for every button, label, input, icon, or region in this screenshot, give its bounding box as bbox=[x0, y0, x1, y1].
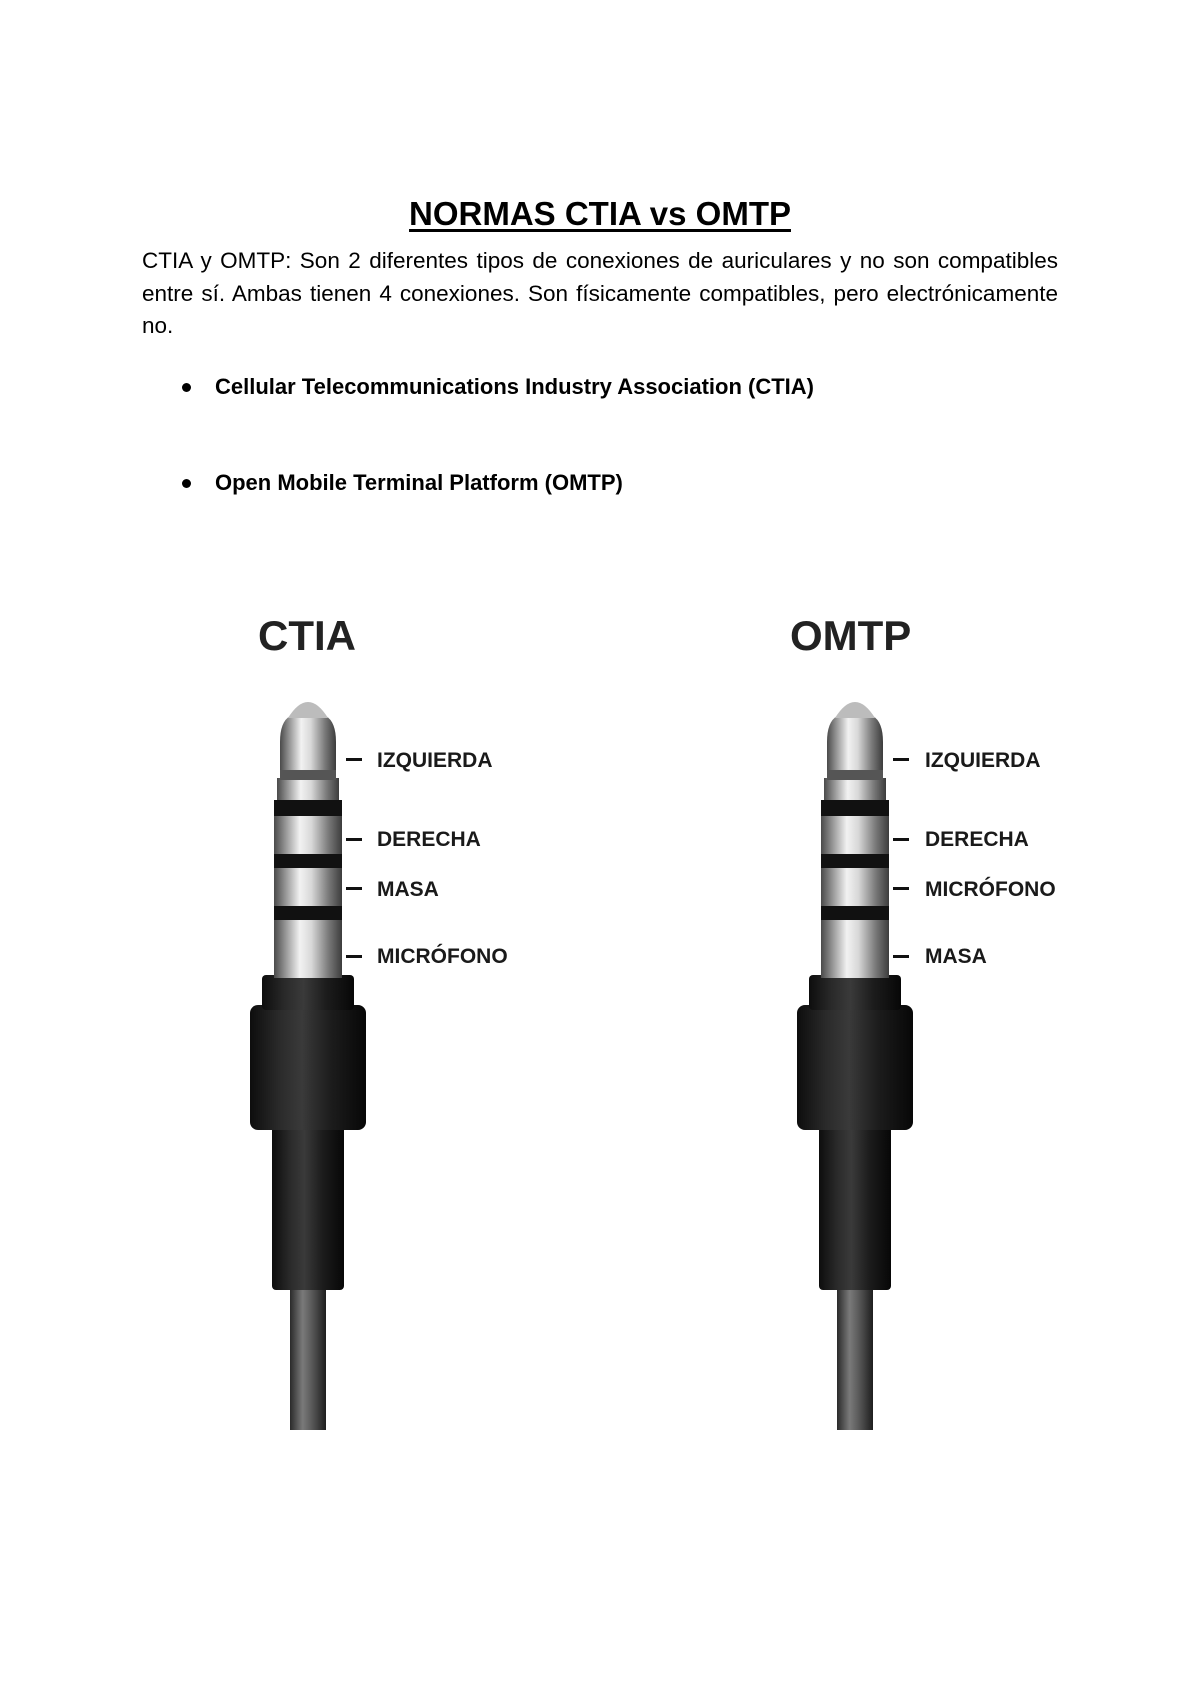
audio-jack-icon bbox=[797, 702, 913, 1430]
leader-line bbox=[346, 758, 362, 761]
ctia-pin-1: IZQUIERDA bbox=[377, 749, 493, 772]
ctia-connector bbox=[250, 612, 508, 1430]
leader-line bbox=[893, 887, 909, 890]
leader-line bbox=[346, 838, 362, 841]
leader-line bbox=[346, 887, 362, 890]
omtp-pin-3: MICRÓFONO bbox=[925, 878, 1056, 901]
bullet-text: Open Mobile Terminal Platform (OMTP) bbox=[215, 470, 623, 495]
audio-jack-icon bbox=[250, 702, 366, 1430]
omtp-pin-4: MASA bbox=[925, 945, 987, 968]
omtp-pin-1: IZQUIERDA bbox=[925, 749, 1041, 772]
ctia-pin-2: DERECHA bbox=[377, 828, 481, 851]
intro-paragraph: CTIA y OMTP: Son 2 diferentes tipos de conexiones de auriculares y no son compatibles entre sí. Ambas tienen 4 conexiones. Son físicamente compatibles, pero electrónicamente no. bbox=[142, 248, 1058, 338]
page-title: NORMAS CTIA vs OMTP bbox=[409, 195, 791, 233]
leader-line bbox=[893, 955, 909, 958]
ctia-title: CTIA bbox=[258, 612, 356, 659]
leader-line bbox=[893, 758, 909, 761]
bullet-text: Cellular Telecommunications Industry Association (CTIA) bbox=[215, 374, 814, 399]
leader-line bbox=[893, 838, 909, 841]
leader-line bbox=[346, 955, 362, 958]
omtp-pin-2: DERECHA bbox=[925, 828, 1029, 851]
omtp-connector bbox=[790, 612, 1056, 1430]
ctia-pin-4: MICRÓFONO bbox=[377, 945, 508, 968]
omtp-title: OMTP bbox=[790, 612, 912, 659]
ctia-pin-3: MASA bbox=[377, 878, 439, 901]
